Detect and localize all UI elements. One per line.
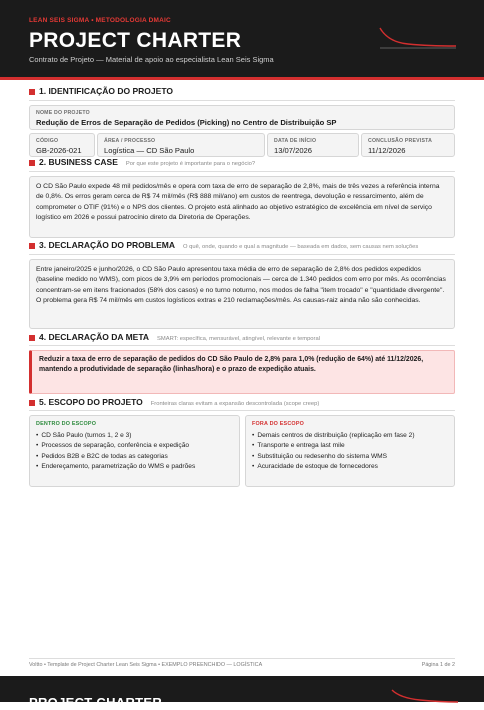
list-item: • Processos de separação, conferência e expedição <box>36 441 195 451</box>
out-of-scope-title: FORA DO ESCOPO <box>252 421 305 427</box>
goal-text: Reduzir a taxa de erro de separação de pedidos do CD São Paulo de 2,8% para 1,0% (redução de 64%) até 11/12/2026, mantendo a produtividade de separação (linhas/hora) e o prazo de expedição atuais. <box>39 356 424 374</box>
list-item: • CD São Paulo (turnos 1, 2 e 3) <box>36 431 195 441</box>
business-case-box <box>29 176 455 238</box>
decline-curve-icon <box>390 688 460 702</box>
field-label: NOME DO PROJETO <box>36 110 90 116</box>
divider <box>29 410 455 411</box>
field-value: 11/12/2026 <box>368 146 406 155</box>
page-title: PROJECT CHARTER <box>29 29 242 52</box>
list-item: • Pedidos B2B e B2C de todas as categorias <box>36 452 195 462</box>
section-problem-header <box>29 240 455 254</box>
section-marker-icon <box>29 335 35 341</box>
divider <box>29 345 455 346</box>
divider <box>29 171 455 172</box>
end-date-field <box>361 133 455 157</box>
field-label: CÓDIGO <box>36 138 59 144</box>
field-label: DATA DE INÍCIO <box>274 138 317 144</box>
section-title-text: 5. ESCOPO DO PROJETO <box>39 397 143 407</box>
section-marker-icon <box>29 160 35 166</box>
next-page-title: PROJECT CHARTER <box>29 695 163 710</box>
list-item: • Transporte e entrega last mile <box>252 441 415 451</box>
problem-box <box>29 259 455 329</box>
section-scope-header <box>29 397 455 411</box>
section-title-text: 2. BUSINESS CASE <box>39 157 118 167</box>
section-title <box>39 240 418 250</box>
area-field <box>97 133 265 157</box>
problem-text: Entre janeiro/2025 e junho/2026, o CD São Paulo apresentou taxa média de erro de separação de 2,8% dos pedidos expedidos (baseline medido no WMS), com picos de 3,9% em períodos promocionais — cerca de 1.340 pedidos com erro por mês. As ocorrências concentram-se em itens fracionados (58% dos casos) e no turno noturno, nos modos de falha "item trocado" e "quantidade divergente". O problema gera R$ 74 mil/mês em custos logísticos extras e 210 reclamações/mês. As causas-raiz ainda não são conhecidas. <box>36 266 446 305</box>
footer-divider <box>29 658 455 659</box>
section-marker-icon <box>29 400 35 406</box>
field-value: Redução de Erros de Separação de Pedidos (Picking) no Centro de Distribuição SP <box>36 118 337 127</box>
section-hint: Fronteiras claras evitam a expansão descontrolada (scope creep) <box>150 401 320 407</box>
section-title-text: 4. DECLARAÇÃO DA META <box>39 332 150 342</box>
in-scope-list <box>36 431 195 473</box>
section-hint: O quê, onde, quando e qual a magnitude — baseada em dados, sem causas nem soluções <box>183 244 419 250</box>
section-goal-header <box>29 332 455 346</box>
business-case-text: O CD São Paulo expede 48 mil pedidos/mês e opera com taxa de erro de separação de 2,8%, mais de três vezes a referência interna de 0,8%. Os erros geram cerca de R$ 74 mil/mês (R$ 888 mil/ano) em custos de reentrega, devolução e ressarcimento, além de comprometer o OTIF (91%) e o NPS dos clientes. O projeto está alinhado ao objetivo estratégico de excelência em nível de serviço logístico em 2026 e possui patrocínio direto da Diretoria de Operações. <box>36 183 440 222</box>
section-title <box>39 332 320 342</box>
divider <box>29 100 455 101</box>
field-label: ÁREA / PROCESSO <box>104 138 156 144</box>
project-name-field <box>29 105 455 130</box>
section-marker-icon <box>29 243 35 249</box>
list-item: • Acuracidade de estoque de fornecedores <box>252 462 415 472</box>
section-title <box>39 157 255 167</box>
next-page-header <box>0 676 484 710</box>
in-scope-title: DENTRO DO ESCOPO <box>36 421 97 427</box>
header-accent-bar <box>0 77 484 80</box>
section-title-text: 3. DECLARAÇÃO DO PROBLEMA <box>39 240 176 250</box>
section-hint: SMART: específica, mensurável, atingível, relevante e temporal <box>157 336 320 342</box>
header-kicker: LEAN SEIS SIGMA • METODOLOGIA DMAIC <box>29 17 171 24</box>
page-header <box>0 0 484 77</box>
goal-box <box>29 350 455 394</box>
list-item: • Endereçamento, parametrização do WMS e padrões <box>36 462 195 472</box>
field-value: GB-2026-021 <box>36 146 82 155</box>
section-title <box>39 397 319 407</box>
list-item: • Demais centros de distribuição (replicação em fase 2) <box>252 431 415 441</box>
list-item: • Substituição ou redesenho do sistema WMS <box>252 452 415 462</box>
divider <box>29 254 455 255</box>
field-value: 13/07/2026 <box>274 146 313 155</box>
section-identification-header <box>29 86 455 100</box>
field-label: CONCLUSÃO PREVISTA <box>368 138 433 144</box>
decline-curve-icon <box>378 24 458 50</box>
out-of-scope-list <box>252 431 415 473</box>
section-business-case-header <box>29 157 455 171</box>
page-subtitle: Contrato de Projeto — Material de apoio ao especialista Lean Seis Sigma <box>29 55 274 64</box>
start-date-field <box>267 133 359 157</box>
out-of-scope-box <box>245 415 455 487</box>
section-title: 1. IDENTIFICAÇÃO DO PROJETO <box>39 86 173 96</box>
section-marker-icon <box>29 89 35 95</box>
code-field <box>29 133 95 157</box>
field-value: Logística — CD São Paulo <box>104 146 195 155</box>
footer-text: Voltto • Template de Project Charter Lean Seis Sigma • EXEMPLO PREENCHIDO — LOGÍSTICA <box>29 662 263 668</box>
section-hint: Por que este projeto é importante para o negócio? <box>125 161 256 167</box>
page-number: Página 1 de 2 <box>421 662 455 668</box>
in-scope-box <box>29 415 240 487</box>
